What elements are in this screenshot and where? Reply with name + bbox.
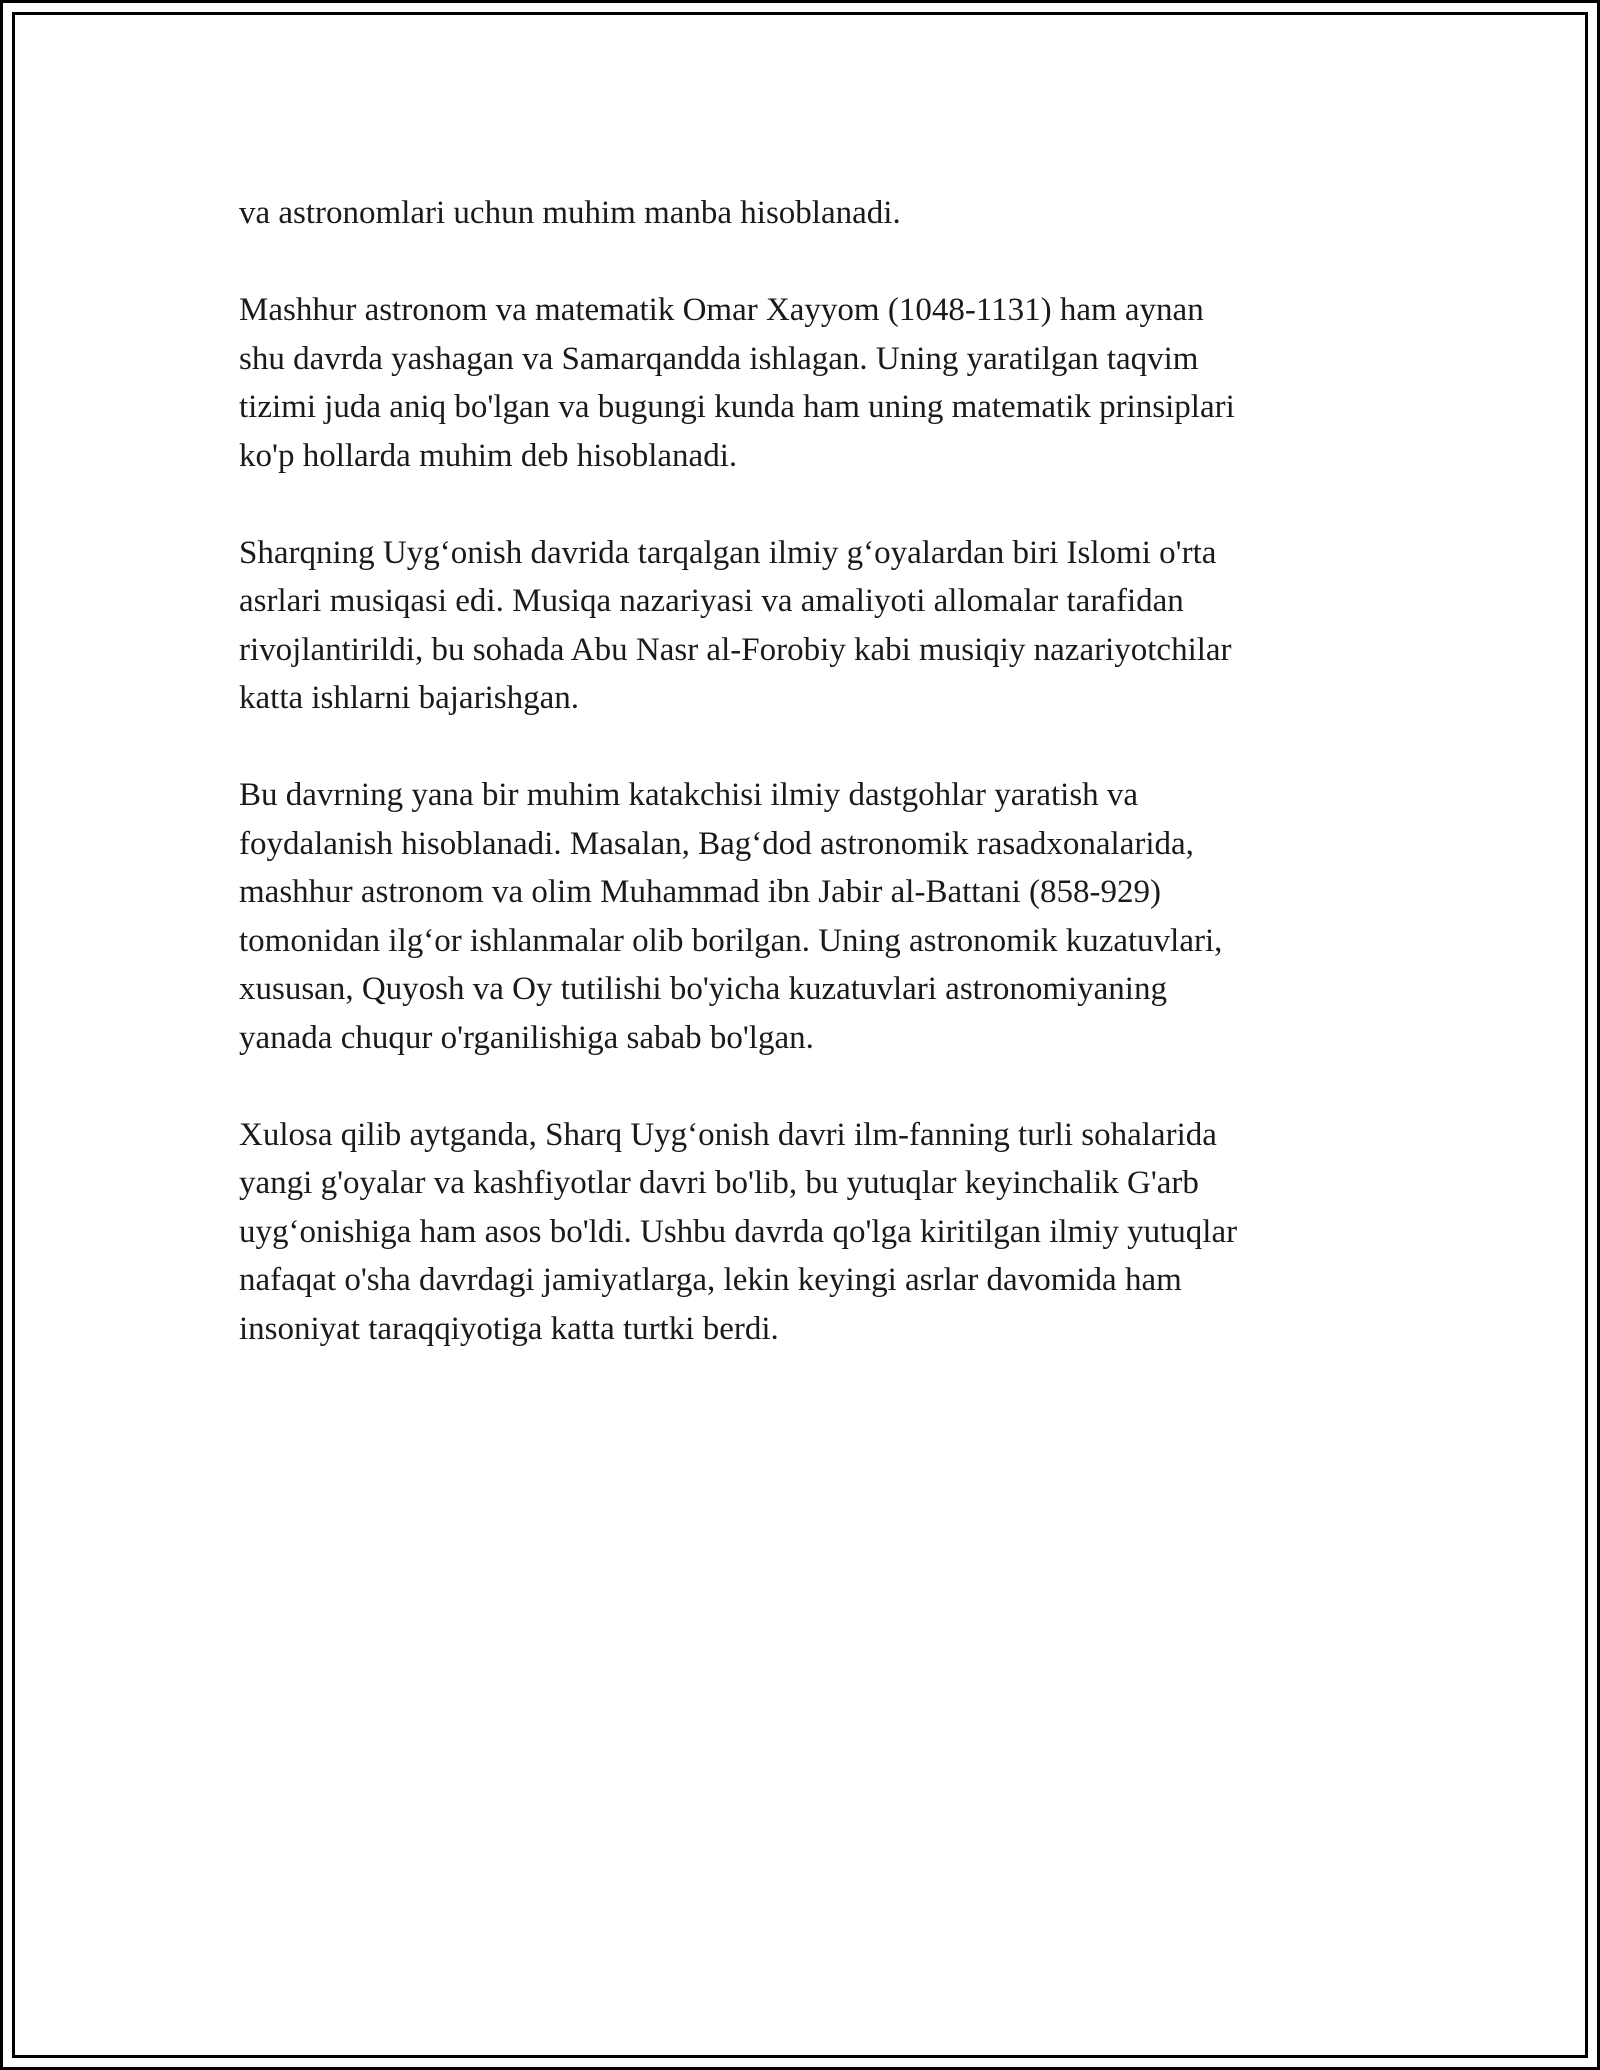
text-line: Xulosa qilib aytganda, Sharq Uyg‘onish davri ilm-fanning turli sohalarida	[239, 1116, 1217, 1153]
text-line: uyg‘onishiga ham asos bo'ldi. Ushbu davrda qo'lga kiritilgan ilmiy yutuqlar	[239, 1213, 1238, 1250]
text-line: mashhur astronom va olim Muhammad ibn Jabir al-Battani (858-929)	[239, 874, 1161, 910]
document-body	[239, 189, 1369, 1402]
text-line: Sharqning Uyg‘onish davrida tarqalgan ilmiy g‘oyalardan biri Islomi o'rta	[239, 534, 1217, 571]
paragraph-2	[239, 286, 1369, 480]
text-line: tizimi juda aniq bo'lgan va bugungi kunda ham uning matematik prinsiplari	[239, 389, 1235, 425]
text-line: Mashhur astronom va matematik Omar Xayyom (1048-1131) ham aynan	[239, 292, 1204, 328]
text-line: tomonidan ilg‘or ishlanmalar olib borilgan. Uning astronomik kuzatuvlari,	[239, 922, 1223, 959]
paragraph-1	[239, 189, 1369, 238]
text-line: yangi g'oyalar va kashfiyotlar davri bo'lib, bu yutuqlar keyinchalik G'arb	[239, 1165, 1199, 1201]
text-line: yanada chuqur o'rganilishiga sabab bo'lgan.	[239, 1019, 814, 1056]
paragraph-3	[239, 529, 1369, 723]
text-line: va astronomlari uchun muhim manba hisoblanadi.	[239, 195, 901, 231]
paragraph-4	[239, 771, 1369, 1062]
text-line: katta ishlarni bajarishgan.	[239, 680, 579, 716]
paragraph-5	[239, 1111, 1369, 1354]
text-line: xususan, Quyosh va Oy tutilishi bo'yicha kuzatuvlari astronomiyaning	[239, 971, 1167, 1007]
text-line: rivojlantirildi, bu sohada Abu Nasr al-Forobiy kabi musiqiy nazariyotchilar	[239, 631, 1232, 668]
text-line: Bu davrning yana bir muhim katakchisi ilmiy dastgohlar yaratish va	[239, 777, 1139, 813]
text-line: foydalanish hisoblanadi. Masalan, Bag‘dod astronomik rasadxonalarida,	[239, 825, 1194, 862]
text-line: asrlari musiqasi edi. Musiqa nazariyasi va amaliyoti allomalar tarafidan	[239, 583, 1184, 619]
text-line: insoniyat taraqqiyotiga katta turtki berdi.	[239, 1310, 779, 1347]
text-line: nafaqat o'sha davrdagi jamiyatlarga, lekin keyingi asrlar davomida ham	[239, 1262, 1182, 1298]
text-line: shu davrda yashagan va Samarqandda ishlagan. Uning yaratilgan taqvim	[239, 340, 1199, 377]
text-line: ko'p hollarda muhim deb hisoblanadi.	[239, 437, 738, 474]
